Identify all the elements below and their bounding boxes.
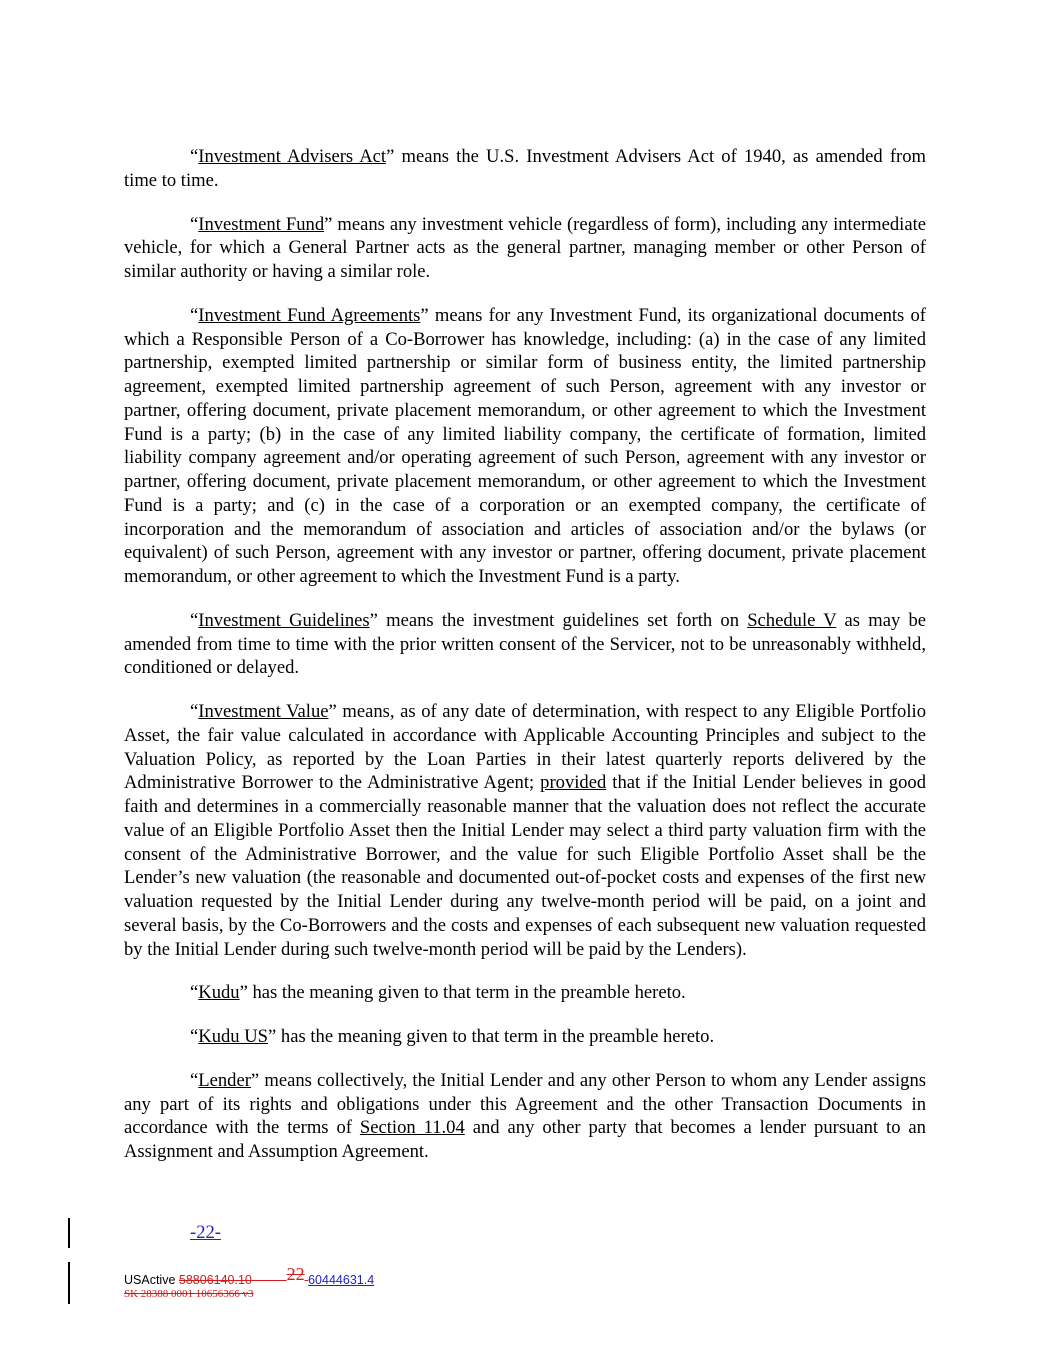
definition-investment-fund: “Investment Fund” means any investment vehicle (regardless of form), including any intermediate vehicle, for which a General Partner acts as the general partner, managing member or other Person of similar authority or having a similar role.	[124, 213, 927, 282]
defined-term: Investment Fund Agreements	[198, 304, 421, 326]
deleted-doc-id: 58806140.10	[178, 1273, 252, 1287]
definition-lender: “Lender” means collectively, the Initial Lender and any other Person to whom any Lender assigns any part of its rights and obligations under this Agreement and the other Transaction Documents in accordance with the terms of Section 11.04 and any other party that becomes a lender pursuant to an Assignment and Assumption Agreement.	[124, 1069, 926, 1162]
defined-term: Kudu US	[198, 1026, 269, 1047]
footer-doc-id	[124, 1264, 375, 1289]
definition-investment-value: “Investment Value” means, as of any date of determination, with respect to any Eligible Portfolio Asset, the fair value calculated in accordance with Applicable Accounting Principles and subject to the Valuation Policy, as reported by the Loan Parties in their latest quarterly reports delivered by the Administrative Borrower to the Administrative Agent; provided that if the Initial Lender believes in good faith and determines in a commercially reasonable manner that the valuation does not reflect the accurate value of an Eligible Portfolio Asset then the Initial Lender may select a third party valuation firm with the consent of the Administrative Borrower, and the value for such Eligible Portfolio Asset shall be the Lender’s new valuation (the reasonable and documented out-of-pocket costs and expenses of the first new valuation requested by the Initial Lender during any twelve-month period will be paid, on a joint and several basis, by the Co-Borrowers and the costs and expenses of each subsequent new valuation requested by the Initial Lender during such twelve-month period will be paid by the Lenders).	[124, 701, 926, 960]
defined-term: Investment Advisers Act	[198, 146, 387, 167]
defined-term: Lender	[198, 1069, 251, 1091]
inserted-doc-id: 60444631.4	[308, 1273, 375, 1287]
page-number: -22-	[190, 1222, 221, 1243]
footer-deleted-sk-line: SK 28388 0001 10656366 v3	[124, 1288, 254, 1300]
defined-term: Investment Value	[198, 701, 329, 722]
deleted-page-number: 22	[286, 1264, 305, 1284]
change-bar	[68, 1218, 70, 1248]
definition-investment-advisers-act: “Investment Advisers Act” means the U.S. Investment Advisers Act of 1940, as amended from time to time.	[124, 146, 926, 191]
definition-kudu-us: “Kudu US” has the meaning given to that term in the preamble hereto.	[190, 1026, 715, 1047]
defined-term: Investment Guidelines	[198, 609, 370, 631]
change-bar	[68, 1262, 70, 1304]
defined-term: Kudu	[198, 982, 240, 1004]
definition-investment-guidelines: “Investment Guidelines” means the investment guidelines set forth on Schedule V as may be amended from time to time with the prior written consent of the Servicer, not to be unreasonably withheld, conditioned or delayed.	[124, 609, 927, 679]
document-body	[124, 145, 926, 1184]
definition-kudu: “Kudu” has the meaning given to that term in the preamble hereto.	[190, 982, 686, 1004]
provided-term: provided	[540, 772, 607, 794]
cross-reference-section-11-04: Section 11.04	[359, 1117, 465, 1139]
defined-term: Investment Fund	[198, 213, 325, 235]
footer-label: USActive	[124, 1273, 179, 1287]
deleted-spacer	[252, 1273, 287, 1287]
definition-investment-fund-agreements: “Investment Fund Agreements” means for any Investment Fund, its organizational documents of which a Responsible Person of a Co-Borrower has knowledge, including: (a) in the case of any limited partnership, exempted limited partnership or similar form of business entity, the limited partnership agreement, exempted limited partnership agreement of such Person, agreement with any investor or partner, offering document, private placement memorandum, or other agreement to which the Investment Fund is a party; (b) in the case of any limited liability company, the certificate of formation, limited liability company agreement and/or operating agreement of such Person, agreement with any investor or partner, offering document, private placement memorandum, or other agreement to which the Investment Fund is a party; and (c) in the case of a corporation or an exempted company, the certificate of incorporation and the memorandum of association and articles of association and/or the bylaws (or equivalent) of such Person, agreement with any investor or partner, offering document, private placement memorandum, or other agreement to which the Investment Fund is a party.	[124, 304, 926, 587]
cross-reference-schedule-v: Schedule V	[747, 609, 837, 631]
